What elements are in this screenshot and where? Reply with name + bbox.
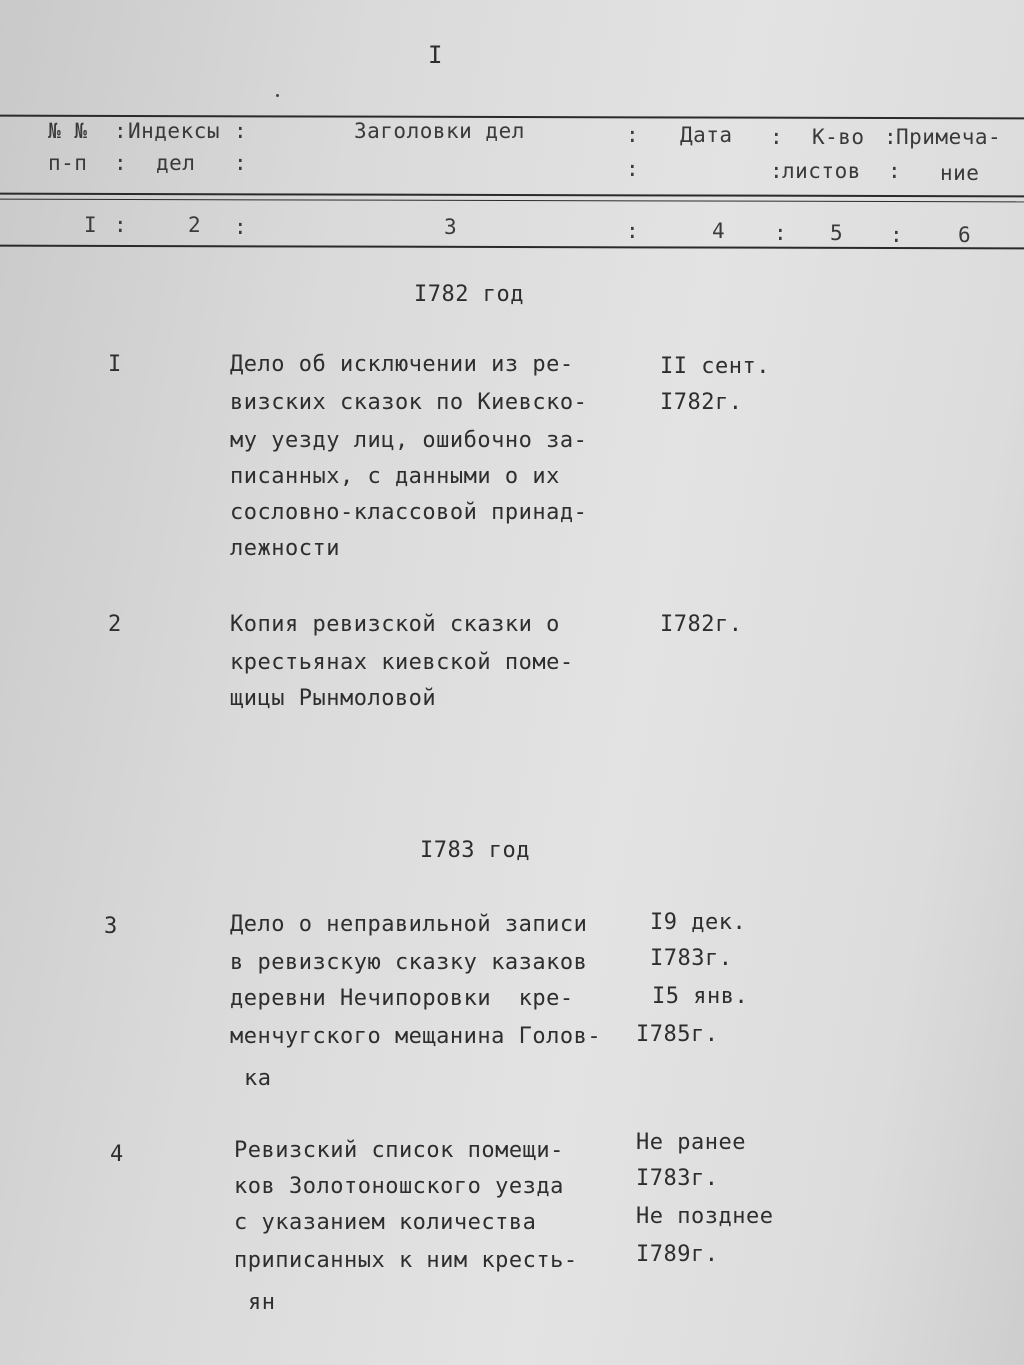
header-col5-line2: листов: [782, 159, 861, 183]
entry-date-line: II сент.: [660, 354, 770, 379]
header-bottom-rule: [0, 245, 1024, 250]
entry-title-line: Копия ревизской сказки о: [230, 612, 560, 637]
header-middle-rule-thin: [0, 199, 1024, 203]
entry-date-line: I783г.: [650, 946, 733, 971]
header-middle-rule: [0, 193, 1024, 198]
entry-date-line: I783г.: [636, 1166, 719, 1191]
header-sep: :: [234, 151, 248, 175]
page-number: I: [428, 41, 443, 69]
column-number: 4: [712, 219, 726, 243]
entry-date-line: Не позднее: [636, 1204, 774, 1229]
header-col3-line1: Заголовки дел: [354, 119, 525, 143]
column-number: 6: [958, 223, 972, 247]
header-sep: :: [114, 213, 128, 237]
header-col5-line1: К-во: [812, 125, 865, 149]
header-sep: :: [770, 159, 784, 183]
entry-title-line: ков Золотоношского уезда: [234, 1174, 564, 1199]
header-col1-line2: п-п: [48, 151, 88, 175]
header-sep: :: [890, 223, 904, 247]
entry-date-line: I782г.: [660, 612, 743, 637]
entry-date-line: I782г.: [660, 390, 743, 415]
header-sep: :: [774, 221, 788, 245]
entry-title-line: лежности: [230, 536, 340, 561]
header-sep: :: [626, 157, 640, 181]
entry-title-line: сословно-классовой принад-: [230, 500, 588, 525]
entry-title-line: ян: [248, 1290, 276, 1315]
header-col4-line1: Дата: [680, 123, 733, 147]
header-col2-line1: Индексы: [128, 119, 221, 143]
header-sep: :: [114, 119, 128, 143]
entry-title-line: ка: [244, 1066, 272, 1091]
entry-date-line: I785г.: [636, 1022, 719, 1047]
entry-title-line: менчугского мещанина Голов-: [230, 1024, 602, 1049]
entry-title-line: деревни Нечипоровки кре-: [230, 986, 574, 1011]
header-sep: :: [770, 125, 784, 149]
entry-title-line: писанных, с данными о их: [230, 464, 560, 489]
year-heading: I782 год: [414, 282, 524, 307]
header-col2-line2: дел: [156, 151, 196, 175]
entry-title-line: щицы Рынмоловой: [230, 686, 437, 711]
header-col6-line1: Примеча-: [896, 125, 1002, 149]
entry-title-line: му уезду лиц, ошибочно за-: [230, 428, 588, 453]
column-number: I: [84, 213, 98, 237]
year-heading: I783 год: [420, 838, 530, 863]
column-number: 2: [188, 213, 202, 237]
header-sep: :: [884, 125, 898, 149]
entry-number: 4: [110, 1142, 124, 1167]
entry-number: I: [108, 352, 122, 377]
header-sep: :: [114, 151, 128, 175]
entry-title-line: крестьянах киевской поме-: [230, 650, 574, 675]
entry-title-line: визских сказок по Киевско-: [230, 390, 588, 415]
header-sep: :: [626, 123, 640, 147]
entry-date-line: I9 дек.: [650, 910, 747, 935]
header-sep: :: [234, 215, 248, 239]
header-col1-line1: № №: [48, 119, 88, 143]
header-sep: :: [234, 119, 248, 143]
header-sep: :: [888, 159, 902, 183]
entry-number: 3: [104, 914, 118, 939]
entry-title-line: Дело о неправильной записи: [230, 912, 588, 937]
entry-number: 2: [108, 612, 122, 637]
header-col6-line2: ние: [940, 161, 980, 185]
entry-title-line: Дело об исключении из ре-: [230, 352, 574, 377]
paper-speck: [276, 94, 279, 97]
entry-date-line: I789г.: [636, 1242, 719, 1267]
entry-title-line: в ревизскую сказку казаков: [230, 950, 588, 975]
column-number: 5: [830, 221, 844, 245]
entry-date-line: Не ранее: [636, 1130, 746, 1155]
entry-date-line: I5 янв.: [652, 984, 749, 1009]
entry-title-line: Ревизский список помещи-: [234, 1138, 564, 1163]
header-sep: :: [626, 219, 640, 243]
entry-title-line: с указанием количества: [234, 1210, 537, 1235]
entry-title-line: приписанных к ним кресть-: [234, 1248, 578, 1273]
column-number: 3: [444, 215, 458, 239]
